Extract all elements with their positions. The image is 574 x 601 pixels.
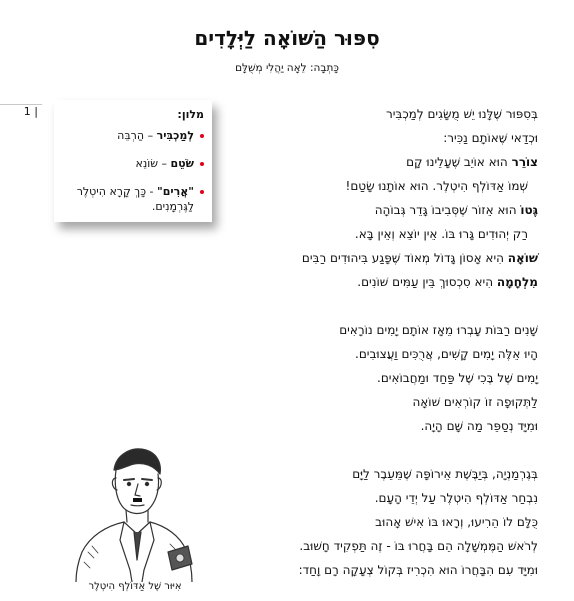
poem-body [208,102,538,582]
glossary-definition: - כָּךְ קָרָא הִיטְלֶר לַגֶּרְמָנִים. [76,185,194,213]
poem-line: יָמִים שֶׁל בֶּכִי שֶׁל פַּחַד וּמַחֲבוֹאִים. [377,371,538,385]
glossary-item [64,156,194,171]
poem-line: צוֹרֵר הוּא אוֹיֵב שֶׁעָלֵינוּ קָם [406,155,538,169]
author-line: כָּתְבָה: לֵאָה יַהֲלִי מְשֻׁלָּם [235,62,339,74]
page-title: סִפּוּר הַשּׁוֹאָה לַיְּלָדִים [194,26,380,50]
poem-line: לַתְּקוּפָה זוֹ קוֹרְאִים שׁוֹאָה [412,395,538,409]
stanza-gap [208,294,538,318]
glossary-item [64,128,194,143]
stanza-gap [208,438,538,462]
poem-line: שׁוֹאָה הִיא אָסוֹן גָּדוֹל מְאוֹד שֶׁפָּגַע בִּיהוּדִים רַבִּים [301,251,538,265]
poem-line: וּמִיָּד עִם הִבָּחֲרוֹ הוּא הִכְרִיז בְּקוֹל צְעָקָה רָם וָחַד: [298,563,538,577]
glossary-term: לְמַכְבִּיר [156,129,194,142]
poem-line: בְּסִפּוּר שֶׁלָּנוּ יֵשׁ מֻשָּׂגִים לְמַכְבִּיר [385,107,538,121]
glossary-term: "אֲרִים" [157,185,194,198]
portrait-caption: אִיּוּר שֶׁל אַדּוֹלְף הִיטְלֶר [88,581,182,592]
poem-line: וּכְדַאי שֶׁאוֹתָם נַכִּיר: [443,131,538,145]
poem-line: בְּגֶרְמַנְיָה, בְּיַבֶּשֶׁת אֵירוֹפָּה שֶׁמֵּעֵבֶר לַיָּם [352,467,538,481]
glossary-term: שֹׂטֵם [170,157,194,170]
poem-line: מִלְחָמָה הִיא סִכְסוּךְ בֵּין עַמִּים שׁוֹנִים. [357,275,538,289]
poem-line: שְׁמוֹ אַדּוֹלְף הִיטְלֶר. הוּא אוֹתָנוּ שָׂטַם! [345,179,528,193]
glossary-definition: – הַרְבֵּה [117,129,157,142]
poem-line: שָׁנִים רַבּוֹת עָבְרוּ מֵאָז אוֹתָם יָמִים נוֹרָאִים [339,323,538,337]
hitler-portrait-illustration [70,440,194,582]
glossary-item [64,184,194,214]
glossary-title: מלון: [177,108,204,121]
poem-line: וּמִיָּד נְסַפֵּר מַה שָּׁם הָיָה. [420,419,538,433]
poem-line: גֶּטוֹ הוּא אֵזוֹר שֶׁסְּבִיבוֹ גָּדֵר גְּבוֹהָה [374,203,538,217]
glossary-definition: – שׂוֹנֵא [135,157,171,170]
poem-line: הָיוּ אֵלֶּה יָמִים קָשִׁים, אֲרֻכִּים וַעֲצוּבִים. [355,347,538,361]
page-number: 1 | [0,104,42,118]
poem-line: רַק יְהוּדִים גָּרוּ בּוֹ. אֵין יוֹצֵא וְאֵין בָּא. [354,227,528,241]
glossary-box [54,100,212,222]
poem-line: כֻּלָּם לוֹ הֵרִיעוּ, וְרָאוּ בּוֹ אִישׁ אָהוּב [375,515,538,529]
poem-line: נִבְחַר אַדּוֹלְף הִיטְלֶר עַל יְדֵי הָעָם. [374,491,538,505]
poem-line: לְרֹאשׁ הַמֶּמְשָׁלָה הֵם בָּחֲרוּ בּוֹ - זֶה תַּפְקִיד חָשׁוּב. [299,539,538,553]
